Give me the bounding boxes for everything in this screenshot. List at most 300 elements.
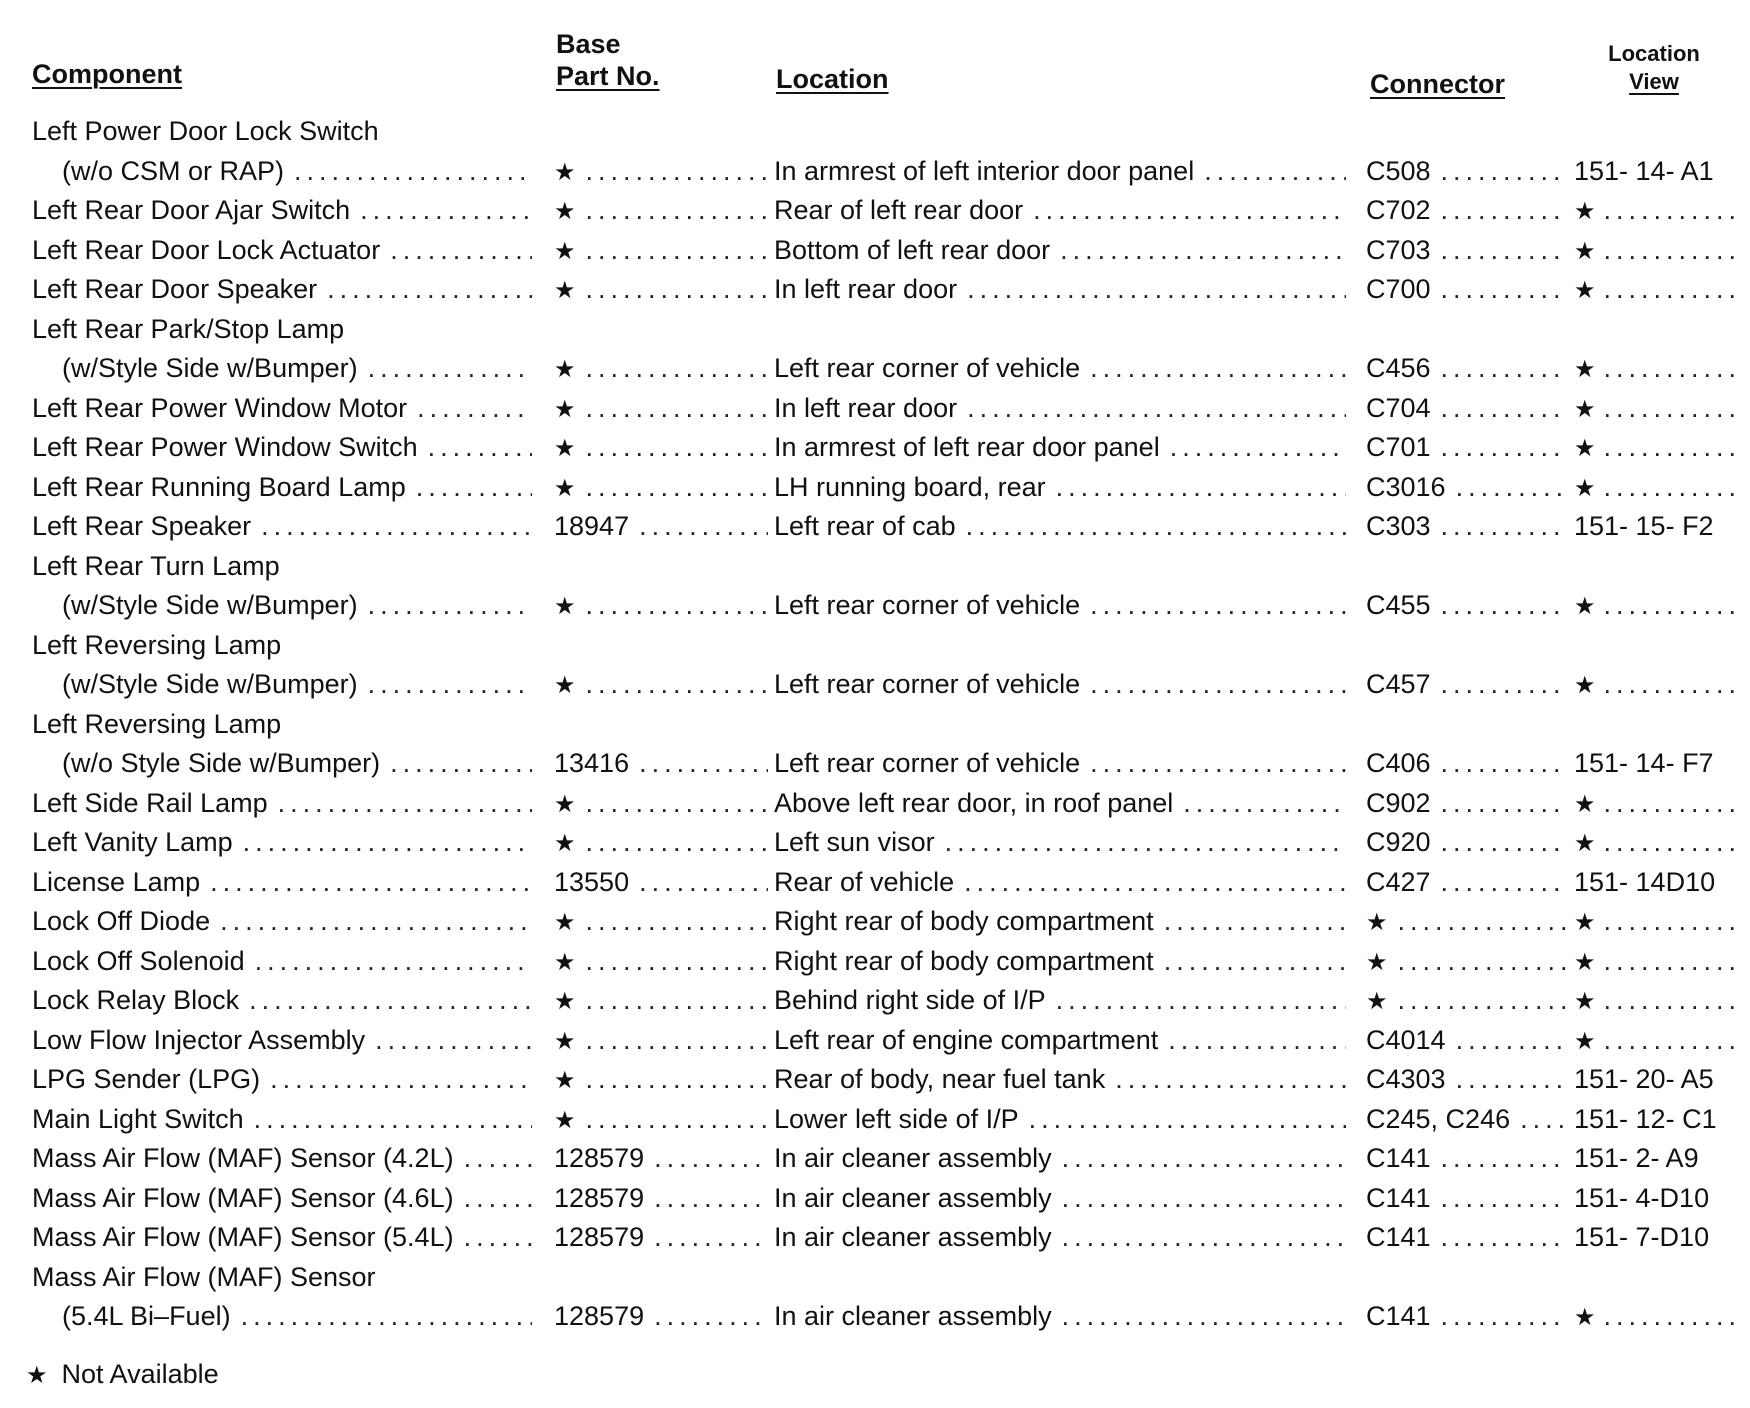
dot-leader (327, 269, 532, 309)
component-name-text: Left Rear Power Window Motor (32, 392, 408, 423)
location-text: Left rear corner of vehicle (774, 669, 1081, 699)
base-part-no (554, 1217, 774, 1257)
dot-leader (586, 269, 768, 309)
component-name (62, 664, 538, 704)
dot-leader (368, 664, 532, 704)
location (774, 348, 1352, 388)
location-text: Rear of left rear door (774, 195, 1024, 225)
table-row (0, 506, 1750, 546)
dot-leader (1164, 941, 1346, 981)
location-view (1574, 941, 1740, 981)
base-part-no (554, 1059, 774, 1099)
dot-leader (639, 862, 768, 902)
dot-leader (390, 743, 532, 783)
dot-leader (278, 783, 532, 823)
connector (1366, 230, 1572, 270)
star-icon: ★ (554, 198, 576, 225)
location-view (1574, 901, 1740, 941)
star-icon: ★ (554, 237, 576, 265)
dot-leader (1441, 1178, 1566, 1218)
dot-leader (1441, 862, 1566, 902)
component-name-text: Left Reversing Lamp (32, 708, 282, 739)
dot-leader (586, 190, 768, 230)
connector-text: C701 (1366, 432, 1431, 462)
base-part-no (554, 862, 774, 902)
dot-leader (1604, 348, 1740, 388)
component-name (32, 625, 538, 665)
dot-leader (586, 1099, 768, 1139)
table-row-title (0, 111, 1750, 151)
dot-leader (1033, 190, 1346, 230)
dot-leader (1115, 1059, 1346, 1099)
dot-leader (654, 1178, 768, 1218)
location-view (1574, 427, 1740, 467)
base-part-no (554, 585, 774, 625)
component-name (32, 822, 538, 862)
base-part-no-text: 128579 (554, 1222, 645, 1252)
connector-text: C704 (1366, 392, 1431, 423)
star-icon: ★ (554, 158, 576, 186)
connector (1366, 269, 1572, 309)
star-icon: ★ (554, 1027, 576, 1055)
connector-text: C456 (1366, 353, 1431, 383)
location-text: Lower left side of I/P (774, 1103, 1019, 1134)
dot-leader (1604, 1020, 1740, 1060)
dot-leader (1604, 1296, 1740, 1336)
connector-text: C4303 (1366, 1064, 1446, 1094)
component-name-text: Left Rear Door Ajar Switch (32, 195, 351, 225)
dot-leader (1441, 151, 1566, 191)
connector-text: C427 (1366, 866, 1431, 897)
component-name-text: (w/o Style Side w/Bumper) (62, 748, 381, 778)
dot-leader (1204, 151, 1346, 191)
base-part-no (554, 427, 774, 467)
location-text: Behind right side of I/P (774, 985, 1046, 1015)
component-name-text: Left Side Rail Lamp (32, 787, 268, 818)
location-view (1574, 506, 1740, 546)
star-icon: ★ (554, 474, 576, 502)
location (774, 388, 1352, 428)
dot-leader (966, 506, 1346, 546)
location-text: Left rear of cab (774, 511, 956, 541)
connector-text: C141 (1366, 1222, 1431, 1252)
connector-text: C902 (1366, 787, 1431, 818)
base-part-no (554, 743, 774, 783)
component-name (32, 1020, 538, 1060)
base-part-no (554, 348, 774, 388)
location (774, 1138, 1352, 1178)
component-name-text: Mass Air Flow (MAF) Sensor (4.2L) (32, 1143, 454, 1173)
component-name-text: Left Reversing Lamp (32, 629, 282, 660)
connector (1366, 783, 1572, 823)
connector (1366, 941, 1572, 981)
dot-leader (1441, 783, 1566, 823)
component-name (32, 506, 538, 546)
component-name-text: LPG Sender (LPG) (32, 1064, 261, 1094)
component-name (32, 309, 538, 349)
location-view (1574, 822, 1740, 862)
component-name (32, 1059, 538, 1099)
dot-leader (1520, 1099, 1566, 1139)
dot-leader (586, 388, 768, 428)
dot-leader (1062, 1178, 1346, 1218)
connector (1366, 388, 1572, 428)
star-icon: ★ (554, 948, 576, 976)
location-view (1574, 1020, 1740, 1060)
component-name-text: Lock Off Solenoid (32, 945, 245, 976)
location-view (1574, 1099, 1740, 1139)
base-part-no (554, 664, 774, 704)
component-name (32, 783, 538, 823)
dot-leader (586, 901, 768, 941)
component-name (32, 1217, 538, 1257)
location-view (1574, 348, 1740, 388)
base-part-no-text: 13550 (554, 866, 630, 897)
star-icon: ★ (554, 672, 576, 699)
location (774, 1217, 1352, 1257)
location-view (1574, 269, 1740, 309)
location-view (1574, 388, 1740, 428)
dot-leader (1604, 980, 1740, 1020)
component-name (62, 585, 538, 625)
connector (1366, 1099, 1572, 1139)
connector-text: C4014 (1366, 1024, 1446, 1055)
component-name-text: Lock Relay Block (32, 985, 240, 1015)
dot-leader (586, 427, 768, 467)
location-text: LH running board, rear (774, 471, 1046, 502)
star-icon: ★ (1574, 277, 1596, 304)
dot-leader (586, 151, 768, 191)
component-name (32, 467, 538, 507)
star-icon: ★ (1574, 198, 1596, 225)
location (774, 585, 1352, 625)
location-text: Right rear of body compartment (774, 945, 1154, 976)
dot-leader (1604, 822, 1740, 862)
component-name (32, 980, 538, 1020)
component-name-text: Low Flow Injector Assembly (32, 1024, 366, 1055)
dot-leader (586, 980, 768, 1020)
dot-leader (1441, 190, 1566, 230)
component-name (32, 427, 538, 467)
component-name (62, 743, 538, 783)
table-row-title (0, 546, 1750, 586)
connector (1366, 980, 1572, 1020)
star-icon: ★ (554, 988, 576, 1015)
location-view-text: 151- 12- C1 (1574, 1103, 1717, 1134)
table-row (0, 190, 1750, 230)
location (774, 190, 1352, 230)
star-icon: ★ (1366, 988, 1388, 1015)
star-icon: ★ (1574, 356, 1596, 383)
dot-leader (1456, 1020, 1566, 1060)
base-part-no-text: 18947 (554, 511, 630, 541)
component-name-text: Mass Air Flow (MAF) Sensor (4.6L) (32, 1182, 454, 1213)
dot-leader (1441, 585, 1566, 625)
star-icon: ★ (1574, 395, 1596, 423)
component-name-text: Lock Off Diode (32, 906, 211, 936)
header-location: Location (776, 64, 889, 94)
dot-leader (1090, 585, 1346, 625)
connector-text: C457 (1366, 669, 1431, 699)
star-icon: ★ (554, 395, 576, 423)
dot-leader (1056, 980, 1346, 1020)
dot-leader (1170, 427, 1346, 467)
table-row (0, 862, 1750, 902)
component-name-text: (w/Style Side w/Bumper) (62, 590, 358, 620)
component-name (62, 151, 538, 191)
component-name (62, 348, 538, 388)
connector (1366, 467, 1572, 507)
component-name-text: Left Rear Running Board Lamp (32, 471, 406, 502)
dot-leader (210, 862, 532, 902)
dot-leader (243, 822, 532, 862)
component-name-text: Left Rear Speaker (32, 511, 252, 541)
table-row (0, 388, 1750, 428)
dot-leader (1398, 941, 1566, 981)
connector (1366, 862, 1572, 902)
location (774, 980, 1352, 1020)
dot-leader (1604, 269, 1740, 309)
location-view-text: 151- 14D10 (1574, 866, 1716, 897)
star-icon: ★ (554, 277, 576, 304)
table-row (0, 822, 1750, 862)
component-name-text: (5.4L Bi–Fuel) (62, 1301, 231, 1331)
dot-leader (254, 1099, 532, 1139)
dot-leader (1090, 664, 1346, 704)
location-text: In armrest of left interior door panel (774, 155, 1195, 186)
location-text: Left rear of engine compartment (774, 1024, 1159, 1055)
location-text: Right rear of body compartment (774, 906, 1154, 936)
location-view-text: 151- 14- A1 (1574, 155, 1714, 186)
table-row (0, 585, 1750, 625)
table-row (0, 1296, 1750, 1336)
dot-leader (1441, 348, 1566, 388)
star-icon: ★ (1574, 474, 1596, 502)
location-view (1574, 1138, 1740, 1178)
location (774, 743, 1352, 783)
component-name-text: (w/Style Side w/Bumper) (62, 669, 358, 699)
dot-leader (586, 941, 768, 981)
dot-leader (1604, 585, 1740, 625)
dot-leader (1168, 1020, 1346, 1060)
connector-text: C920 (1366, 827, 1431, 857)
dot-leader (255, 941, 532, 981)
location-view (1574, 980, 1740, 1020)
location (774, 1099, 1352, 1139)
location-text: Bottom of left rear door (774, 234, 1051, 265)
dot-leader (1398, 980, 1566, 1020)
location-text: In air cleaner assembly (774, 1143, 1052, 1173)
dot-leader (241, 1296, 532, 1336)
location-view (1574, 664, 1740, 704)
connector-text: C455 (1366, 590, 1431, 620)
dot-leader (464, 1178, 532, 1218)
dot-leader (360, 190, 532, 230)
table-row (0, 901, 1750, 941)
base-part-no-text: 128579 (554, 1143, 645, 1173)
location (774, 783, 1352, 823)
connector (1366, 743, 1572, 783)
location (774, 862, 1352, 902)
location-view (1574, 585, 1740, 625)
location (774, 1178, 1352, 1218)
star-icon: ★ (1574, 909, 1596, 936)
dot-leader (586, 783, 768, 823)
dot-leader (417, 388, 532, 428)
connector (1366, 1178, 1572, 1218)
dot-leader (1456, 1059, 1566, 1099)
base-part-no (554, 1178, 774, 1218)
location-view (1574, 467, 1740, 507)
dot-leader (1060, 230, 1346, 270)
star-icon: ★ (26, 1362, 48, 1389)
star-icon: ★ (554, 356, 576, 383)
dot-leader (967, 388, 1346, 428)
dot-leader (586, 585, 768, 625)
component-name (32, 1178, 538, 1218)
component-name (32, 190, 538, 230)
location-view (1574, 1217, 1740, 1257)
base-part-no (554, 190, 774, 230)
dot-leader (1441, 269, 1566, 309)
base-part-no (554, 269, 774, 309)
table-row (0, 1020, 1750, 1060)
connector (1366, 901, 1572, 941)
component-name-text: (w/o CSM or RAP) (62, 155, 285, 186)
header-connector: Connector (1370, 69, 1505, 99)
header-base-part-no: Base Part No. (556, 29, 660, 91)
component-name (32, 941, 538, 981)
header-component: Component (32, 59, 182, 89)
connector-text: C3016 (1366, 471, 1446, 502)
table-row (0, 1178, 1750, 1218)
star-icon: ★ (1366, 909, 1388, 936)
connector-text: C303 (1366, 511, 1431, 541)
component-name-text: Left Power Door Lock Switch (32, 116, 379, 146)
dot-leader (639, 506, 768, 546)
base-part-no (554, 941, 774, 981)
connector-text: C141 (1366, 1182, 1431, 1213)
table-row (0, 783, 1750, 823)
location-text: Left sun visor (774, 827, 935, 857)
location-text: Left rear corner of vehicle (774, 748, 1081, 778)
component-name (32, 111, 538, 151)
component-name-text: Main Light Switch (32, 1103, 244, 1134)
dot-leader (1441, 388, 1566, 428)
dot-leader (1604, 901, 1740, 941)
base-part-no (554, 388, 774, 428)
base-part-no (554, 783, 774, 823)
component-name (62, 1296, 538, 1336)
dot-leader (1164, 901, 1346, 941)
connector (1366, 190, 1572, 230)
table-row (0, 941, 1750, 981)
star-icon: ★ (1574, 988, 1596, 1015)
table-row-title (0, 309, 1750, 349)
dot-leader (294, 151, 532, 191)
header-location-view: Location View (1608, 41, 1700, 94)
base-part-no (554, 1099, 774, 1139)
dot-leader (1090, 348, 1346, 388)
dot-leader (1604, 427, 1740, 467)
connector (1366, 822, 1572, 862)
component-name (32, 546, 538, 586)
star-icon: ★ (1366, 948, 1388, 976)
table-row-title (0, 1257, 1750, 1297)
location-text: Rear of vehicle (774, 866, 955, 897)
location (774, 506, 1352, 546)
component-name (32, 862, 538, 902)
location-text: Above left rear door, in roof panel (774, 787, 1174, 818)
location-text: In air cleaner assembly (774, 1182, 1052, 1213)
dot-leader (945, 822, 1346, 862)
location-view (1574, 1296, 1740, 1336)
location-text: In armrest of left rear door panel (774, 432, 1160, 462)
connector (1366, 427, 1572, 467)
component-name-text: Left Rear Door Lock Actuator (32, 234, 381, 265)
component-name-text: Mass Air Flow (MAF) Sensor (32, 1261, 376, 1292)
star-icon: ★ (554, 790, 576, 818)
dot-leader (1456, 467, 1566, 507)
dot-leader (416, 467, 532, 507)
table-row-title (0, 625, 1750, 665)
location-view (1574, 862, 1740, 902)
table-row (0, 348, 1750, 388)
connector-text: C141 (1366, 1143, 1431, 1173)
location-view-text: 151- 15- F2 (1574, 511, 1714, 541)
star-icon: ★ (1574, 672, 1596, 699)
base-part-no (554, 467, 774, 507)
star-icon: ★ (1574, 593, 1596, 620)
component-name-text: Left Rear Door Speaker (32, 274, 318, 304)
footnote-text: Not Available (61, 1359, 219, 1389)
dot-leader (390, 230, 532, 270)
base-part-no (554, 822, 774, 862)
component-name-text: (w/Style Side w/Bumper) (62, 353, 358, 383)
component-name-text: Left Rear Turn Lamp (32, 550, 280, 581)
dot-leader (1604, 230, 1740, 270)
component-name (32, 1257, 538, 1297)
base-part-no (554, 980, 774, 1020)
connector-text: C245, C246 (1366, 1103, 1511, 1134)
location-view-text: 151- 2- A9 (1574, 1143, 1699, 1173)
star-icon: ★ (1574, 830, 1596, 857)
component-name-text: License Lamp (32, 866, 201, 897)
base-part-no (554, 1020, 774, 1060)
star-icon: ★ (1574, 435, 1596, 462)
location-text: Left rear corner of vehicle (774, 590, 1081, 620)
connector-text: C141 (1366, 1301, 1431, 1331)
dot-leader (654, 1296, 768, 1336)
dot-leader (586, 1020, 768, 1060)
table-row (0, 427, 1750, 467)
connector-text: C702 (1366, 195, 1431, 225)
footnote (26, 1356, 219, 1394)
location (774, 151, 1352, 191)
dot-leader (654, 1217, 768, 1257)
dot-leader (368, 348, 532, 388)
dot-leader (1441, 822, 1566, 862)
star-icon: ★ (554, 830, 576, 857)
table-row (0, 1059, 1750, 1099)
component-name-text: Left Vanity Lamp (32, 827, 233, 857)
component-name (32, 704, 538, 744)
component-name-text: Left Rear Park/Stop Lamp (32, 313, 345, 344)
location-view (1574, 151, 1740, 191)
star-icon: ★ (1574, 1027, 1596, 1055)
dot-leader (1441, 427, 1566, 467)
location-view-text: 151- 4-D10 (1574, 1182, 1710, 1213)
